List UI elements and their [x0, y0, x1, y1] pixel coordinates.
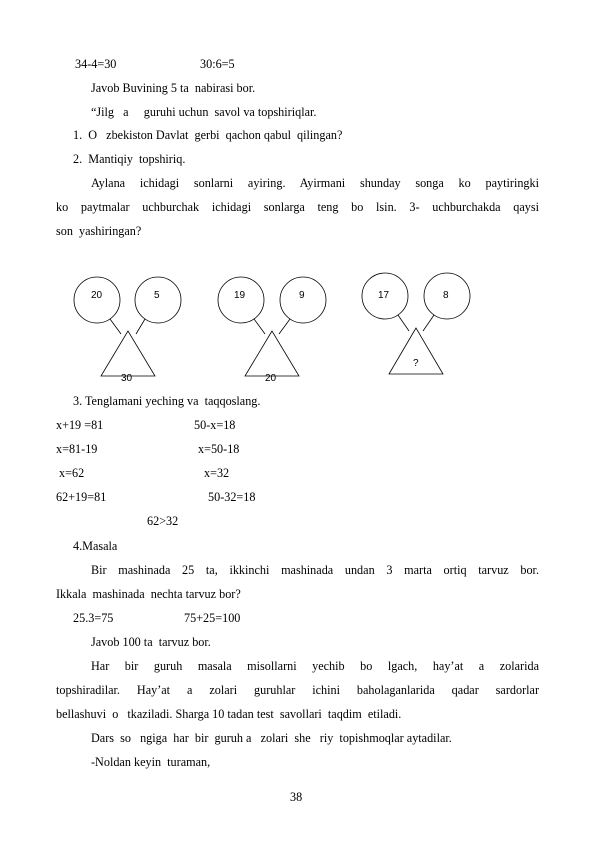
equation-2-left: x=81-19 — [56, 442, 98, 456]
paragraph-1-line-2: ko paytmalar uchburchak ichidagi sonlarga teng bo lsin. 3- uchburchakda qaysi — [56, 200, 539, 214]
connector-g3-right — [423, 315, 434, 331]
equation-2-right: x=50-18 — [198, 442, 240, 456]
label-g1-left: 20 — [91, 290, 103, 301]
label-g1-tri: 30 — [121, 373, 133, 384]
label-g2-right: 9 — [299, 290, 305, 301]
connector-g3-left — [398, 315, 409, 331]
lesson-end-line: Dars so ngiga har bir guruh a zolari she riy topishmoqlar aytadilar. — [91, 731, 452, 745]
solution-step-1: 25.3=75 — [73, 611, 114, 625]
equation-1-left: x+19 =81 — [56, 418, 104, 432]
connector-g1-left — [110, 319, 121, 334]
paragraph-1-line-3: son yashiringan? — [56, 224, 142, 238]
section-3-heading: 3. Tenglamani yeching va taqqoslang. — [73, 394, 261, 408]
line-30-6: 30:6=5 — [200, 57, 235, 71]
triangle-g2 — [245, 331, 299, 376]
label-g2-left: 19 — [234, 290, 246, 301]
equation-4-right: 50-32=18 — [208, 490, 256, 504]
label-g3-right: 8 — [443, 290, 449, 301]
page-number: 38 — [290, 790, 303, 804]
triangle-g1 — [101, 331, 155, 376]
connector-g2-left — [254, 319, 265, 334]
paragraph-3-line-2: topshiradilar. Hay’at a zolari guruhlar ichini baholaganlarida qadar sardorlar — [56, 683, 539, 697]
paragraph-3-line-3: bellashuvi o tkaziladi. Sharga 10 tadan test savollari taqdim etiladi. — [56, 707, 402, 721]
equation-4-left: 62+19=81 — [56, 490, 107, 504]
label-g3-tri: ? — [413, 358, 419, 369]
equation-3-right: x=32 — [204, 466, 230, 480]
equation-1-right: 50-x=18 — [194, 418, 236, 432]
problem-line-1: Bir mashinada 25 ta, ikkinchi mashinada undan 3 marta ortiq tarvuz bor. — [91, 563, 539, 577]
label-g2-tri: 20 — [265, 373, 277, 384]
section-4-heading: 4.Masala — [73, 539, 118, 553]
comparison: 62>32 — [147, 514, 179, 528]
paragraph-1-line-1: Aylana ichidagi sonlarni ayiring. Ayirmani shunday songa ko paytiringki — [91, 176, 539, 190]
connector-g2-right — [279, 319, 290, 334]
equation-3-left: x=62 — [56, 466, 85, 480]
solution-step-2: 75+25=100 — [184, 611, 241, 625]
question-2: 2. Mantiqiy topshiriq. — [73, 152, 186, 166]
line-34-4: 34-4=30 — [75, 57, 117, 71]
label-g1-right: 5 — [154, 290, 160, 301]
riddle-line: -Noldan keyin turaman, — [91, 755, 211, 769]
answer-watermelons: Javob 100 ta tarvuz bor. — [91, 635, 211, 649]
problem-line-2: Ikkala mashinada nechta tarvuz bor? — [56, 587, 241, 601]
label-g3-left: 17 — [378, 290, 390, 301]
answer-grandchildren: Javob Buvining 5 ta nabirasi bor. — [91, 81, 256, 95]
question-1: 1. O zbekiston Davlat gerbi qachon qabul qilingan? — [73, 128, 343, 142]
group-heading: “Jilg a guruhi uchun savol va topshiriqlar. — [91, 105, 317, 119]
paragraph-3-line-1: Har bir guruh masala misollarni yechib bo lgach, hay’at a zolarida — [91, 659, 539, 673]
connector-g1-right — [136, 319, 145, 334]
